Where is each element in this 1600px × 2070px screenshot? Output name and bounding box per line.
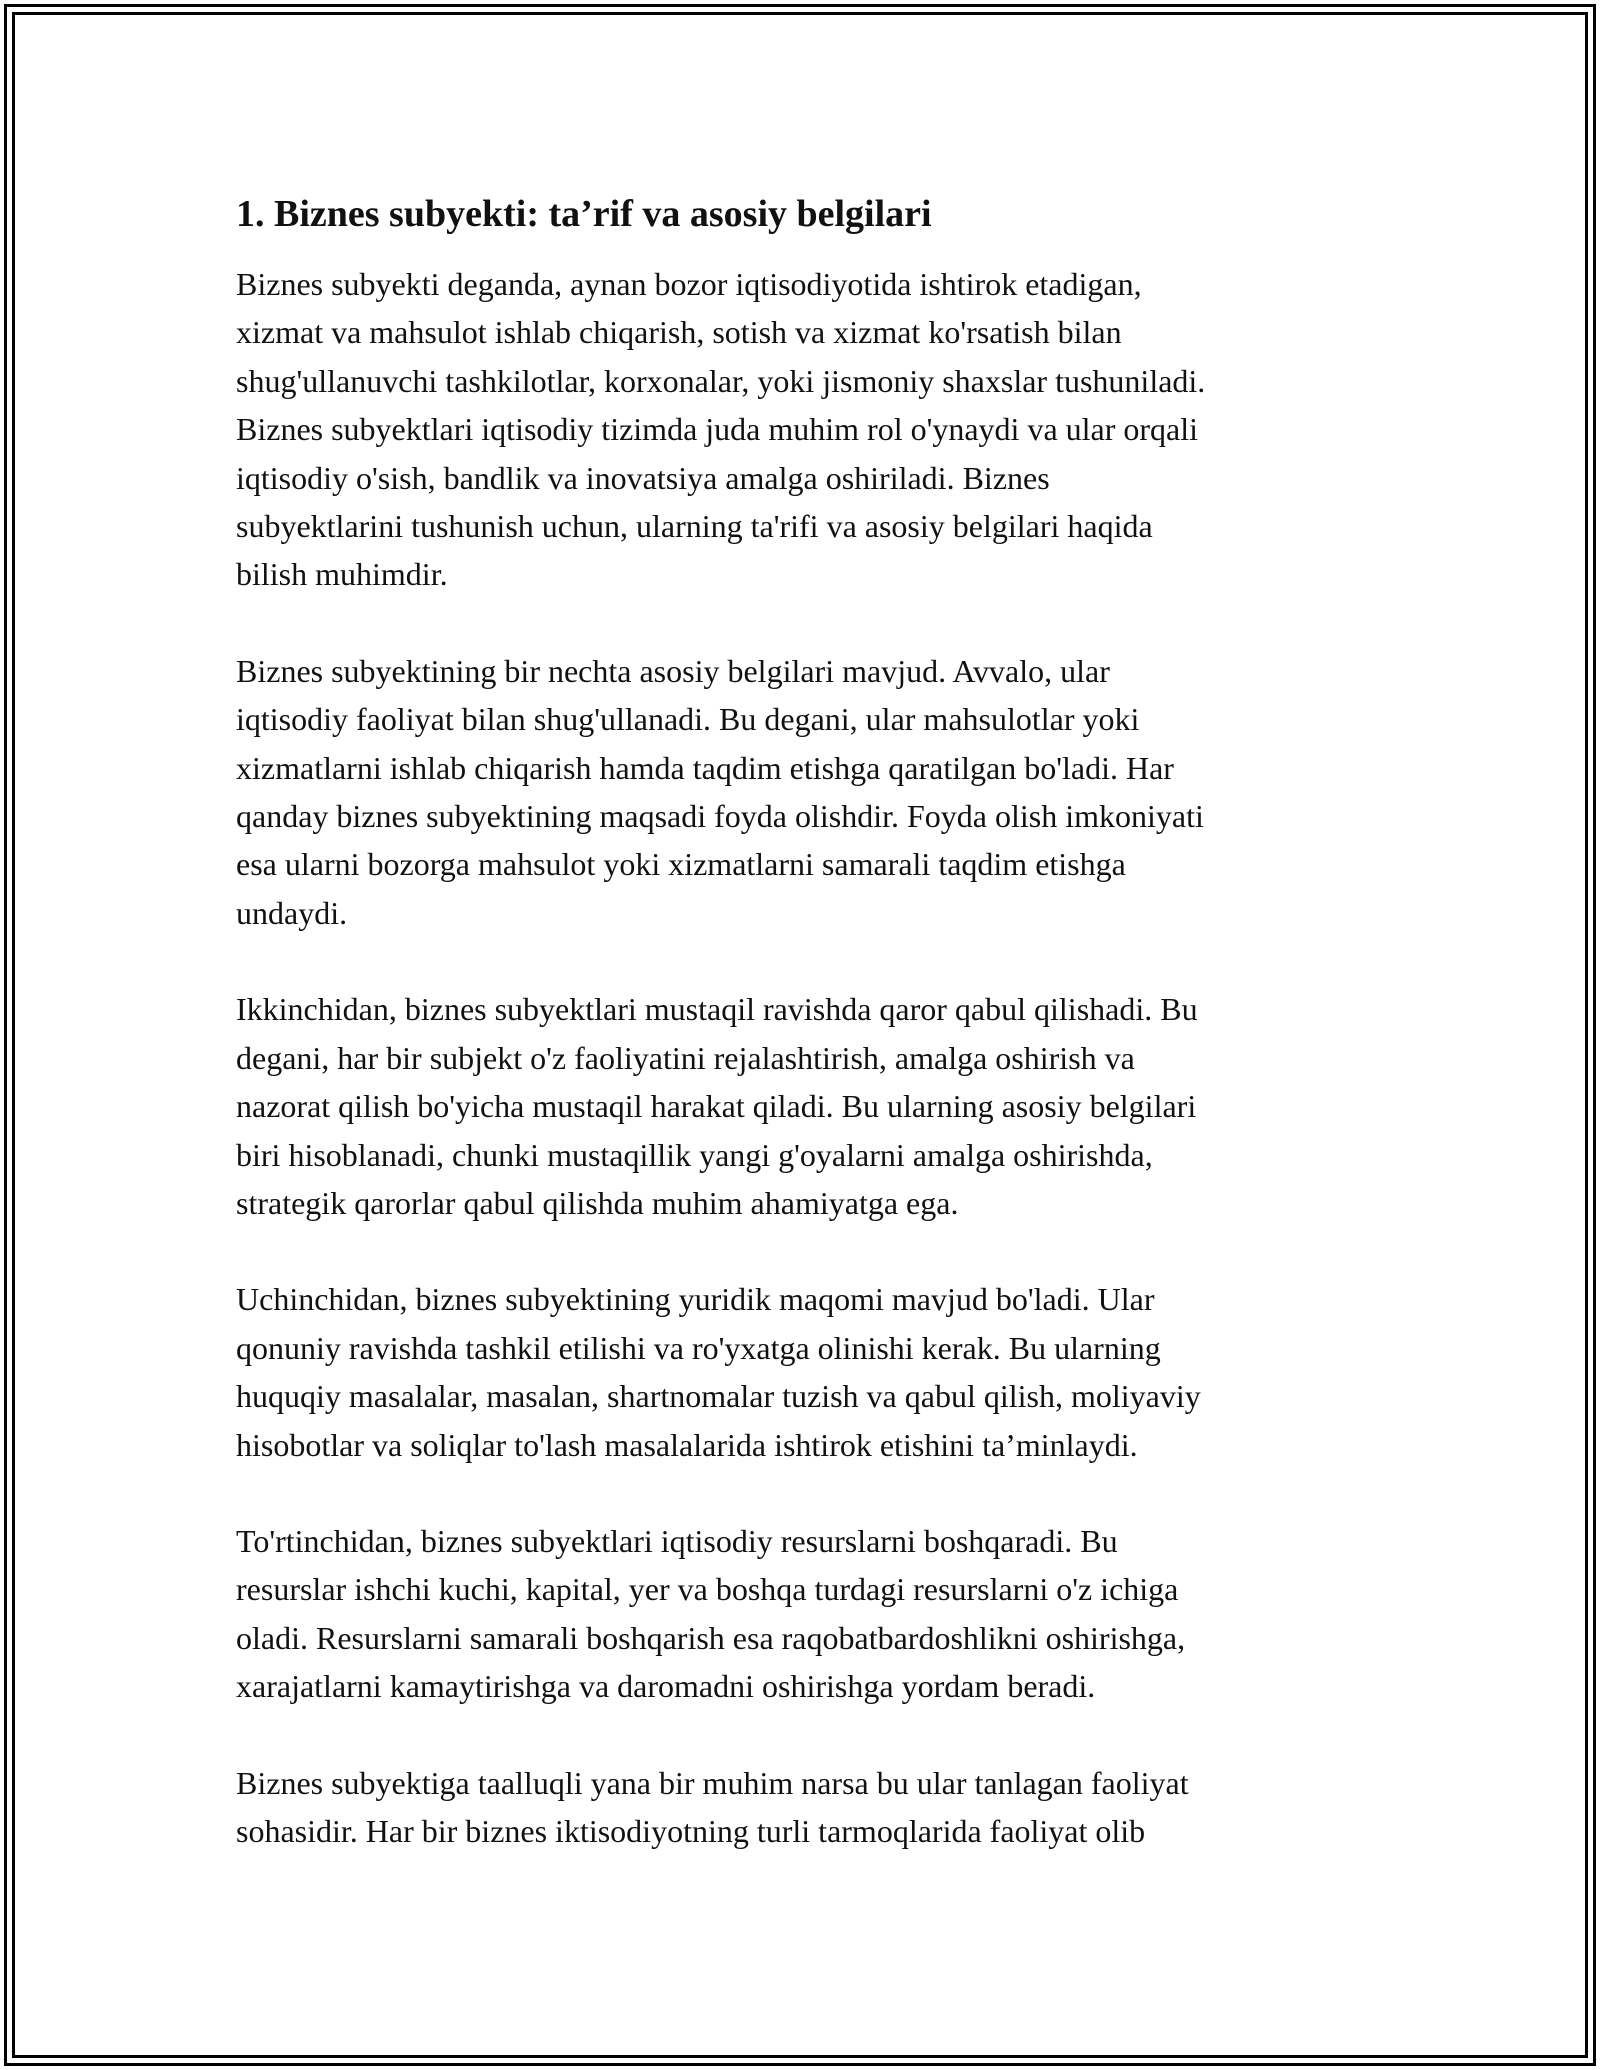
paragraph-1 bbox=[236, 260, 1371, 599]
text-line: iqtisodiy o'sish, bandlik va inovatsiya amalga oshiriladi. Biznes bbox=[236, 459, 1050, 496]
text-line: undaydi. bbox=[236, 894, 348, 931]
text-line: Biznes subyektining bir nechta asosiy belgilari mavjud. Avvalo, ular bbox=[236, 652, 1110, 689]
text-line: subyektlarini tushunish uchun, ularning ta'rifi va asosiy belgilari haqida bbox=[236, 508, 1153, 545]
text-line: resurslar ishchi kuchi, kapital, yer va boshqa turdagi resurslarni o'z ichiga bbox=[236, 1571, 1179, 1608]
text-line: nazorat qilish bo'yicha mustaqil harakat qiladi. Bu ularning asosiy belgilari bbox=[236, 1088, 1197, 1125]
text-line: Uchinchidan, biznes subyektining yuridik maqomi mavjud bo'ladi. Ular bbox=[236, 1281, 1155, 1318]
text-line: degani, har bir subjekt o'z faoliyatini rejalashtirish, amalga oshirish va bbox=[236, 1039, 1135, 1076]
text-line: hisobotlar va soliqlar to'lash masalalarida ishtirok etishini ta’minlaydi. bbox=[236, 1426, 1138, 1463]
paragraph-3 bbox=[236, 985, 1371, 1227]
paragraph-2 bbox=[236, 647, 1371, 937]
text-line: xizmatlarni ishlab chiqarish hamda taqdim etishga qaratilgan bo'ladi. Har bbox=[236, 749, 1174, 786]
text-line: biri hisoblanadi, chunki mustaqillik yangi g'oyalarni amalga oshirishda, bbox=[236, 1136, 1153, 1173]
text-line: qonuniy ravishda tashkil etilishi va ro'yxatga olinishi kerak. Bu ularning bbox=[236, 1329, 1161, 1366]
paragraph-5 bbox=[236, 1517, 1371, 1711]
text-line: sohasidir. Har bir biznes iktisodiyotning turli tarmoqlarida faoliyat olib bbox=[236, 1812, 1146, 1849]
text-line: shug'ullanuvchi tashkilotlar, korxonalar, yoki jismoniy shaxslar tushuniladi. bbox=[236, 362, 1206, 399]
text-line: bilish muhimdir. bbox=[236, 556, 448, 593]
paragraph-4 bbox=[236, 1275, 1371, 1469]
text-line: oladi. Resurslarni samarali boshqarish esa raqobatbardoshlikni oshirishga, bbox=[236, 1619, 1186, 1656]
document-body bbox=[236, 188, 1371, 1903]
text-line: Biznes subyekti deganda, aynan bozor iqtisodiyotida ishtirok etadigan, bbox=[236, 266, 1142, 302]
text-line: esa ularni bozorga mahsulot yoki xizmatlarni samarali taqdim etishga bbox=[236, 846, 1126, 883]
text-line: iqtisodiy faoliyat bilan shug'ullanadi. Bu degani, ular mahsulotlar yoki bbox=[236, 701, 1140, 738]
text-line: strategik qarorlar qabul qilishda muhim ahamiyatga ega. bbox=[236, 1184, 959, 1221]
text-line: Ikkinchidan, biznes subyektlari mustaqil ravishda qaror qabul qilishadi. Bu bbox=[236, 991, 1198, 1028]
text-line: huquqiy masalalar, masalan, shartnomalar tuzish va qabul qilish, moliyaviy bbox=[236, 1378, 1201, 1415]
text-line: Biznes subyektlari iqtisodiy tizimda juda muhim rol o'ynaydi va ular orqali bbox=[236, 411, 1199, 448]
section-heading: 1. Biznes subyekti: ta’rif va asosiy belgilari bbox=[236, 193, 932, 235]
text-line: qanday biznes subyektining maqsadi foyda olishdir. Foyda olish imkoniyati bbox=[236, 798, 1204, 835]
paragraph-6 bbox=[236, 1759, 1371, 1856]
text-line: xizmat va mahsulot ishlab chiqarish, sotish va xizmat ko'rsatish bilan bbox=[236, 314, 1122, 351]
text-line: Biznes subyektiga taalluqli yana bir muhim narsa bu ular tanlagan faoliyat bbox=[236, 1764, 1189, 1801]
text-line: To'rtinchidan, biznes subyektlari iqtisodiy resurslarni boshqaradi. Bu bbox=[236, 1522, 1118, 1559]
text-line: xarajatlarni kamaytirishga va daromadni oshirishga yordam beradi. bbox=[236, 1668, 1096, 1705]
